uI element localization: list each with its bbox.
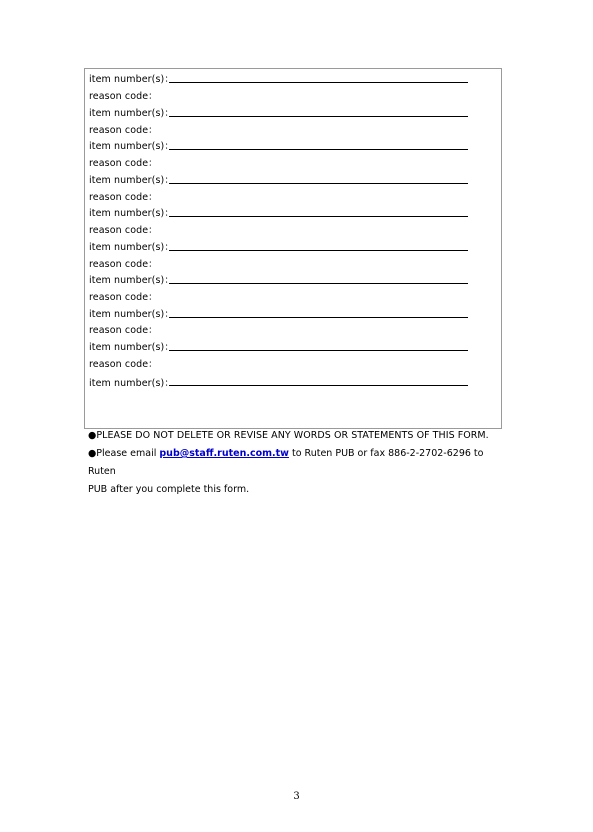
reason-code-row — [89, 322, 158, 336]
reason-code-label: reason code： — [89, 359, 158, 370]
reason-code-row — [89, 122, 158, 136]
item-number-input-line[interactable] — [169, 317, 468, 318]
reason-code-label: reason code： — [89, 259, 158, 270]
reason-code-row — [89, 222, 158, 236]
reason-code-label: reason code： — [89, 158, 158, 169]
reason-code-label: reason code： — [89, 292, 158, 303]
item-number-row — [89, 272, 174, 286]
item-number-row — [89, 138, 174, 152]
item-number-row — [89, 205, 174, 219]
note-submit-text-end: to Ruten PUB or fax 886-2-2702-6296 to Ruten — [88, 448, 484, 477]
item-number-input-line[interactable] — [169, 385, 468, 386]
bullet-icon: ● — [88, 430, 97, 441]
item-number-row — [89, 239, 174, 253]
item-number-input-line[interactable] — [169, 183, 468, 184]
reason-code-label: reason code： — [89, 125, 158, 136]
note-do-not-delete — [88, 427, 498, 445]
item-number-input-line[interactable] — [169, 149, 468, 150]
reason-code-row — [89, 356, 158, 370]
reason-code-row — [89, 256, 158, 270]
reason-code-label: reason code： — [89, 91, 158, 102]
item-number-row — [89, 105, 174, 119]
reason-code-row — [89, 289, 158, 303]
item-number-label: item number(s)： — [89, 242, 174, 253]
note-submit-instructions — [88, 445, 498, 499]
item-number-input-line[interactable] — [169, 283, 468, 284]
item-number-label: item number(s)： — [89, 309, 174, 320]
item-number-label: item number(s)： — [89, 342, 174, 353]
item-number-label: item number(s)： — [89, 275, 174, 286]
item-number-row — [89, 375, 174, 389]
item-number-input-line[interactable] — [169, 116, 468, 117]
note-submit-text-line2: PUB after you complete this form. — [88, 484, 250, 495]
item-number-input-line[interactable] — [169, 82, 468, 83]
reason-code-row — [89, 189, 158, 203]
item-number-label: item number(s)： — [89, 141, 174, 152]
item-number-input-line[interactable] — [169, 350, 468, 351]
item-number-label: item number(s)： — [89, 378, 174, 389]
note-submit-text-start: Please email — [96, 448, 160, 459]
item-number-row — [89, 172, 174, 186]
email-link[interactable]: pub@staff.ruten.com.tw — [159, 448, 289, 459]
form-notes — [88, 427, 498, 499]
reason-code-row — [89, 155, 158, 169]
item-number-input-line[interactable] — [169, 216, 468, 217]
reason-code-row — [89, 88, 158, 102]
reason-code-label: reason code： — [89, 325, 158, 336]
item-number-input-line[interactable] — [169, 250, 468, 251]
item-number-row — [89, 306, 174, 320]
item-number-row — [89, 71, 174, 85]
item-number-label: item number(s)： — [89, 108, 174, 119]
page-number: 3 — [293, 791, 300, 802]
form-box — [84, 68, 502, 429]
item-number-label: item number(s)： — [89, 208, 174, 219]
bullet-icon: ● — [88, 448, 97, 459]
reason-code-label: reason code： — [89, 192, 158, 203]
item-number-label: item number(s)： — [89, 74, 174, 85]
item-number-row — [89, 339, 174, 353]
reason-code-label: reason code： — [89, 225, 158, 236]
note-do-not-delete-text: PLEASE DO NOT DELETE OR REVISE ANY WORDS OR STATEMENTS OF THIS FORM. — [96, 430, 489, 441]
item-number-label: item number(s)： — [89, 175, 174, 186]
